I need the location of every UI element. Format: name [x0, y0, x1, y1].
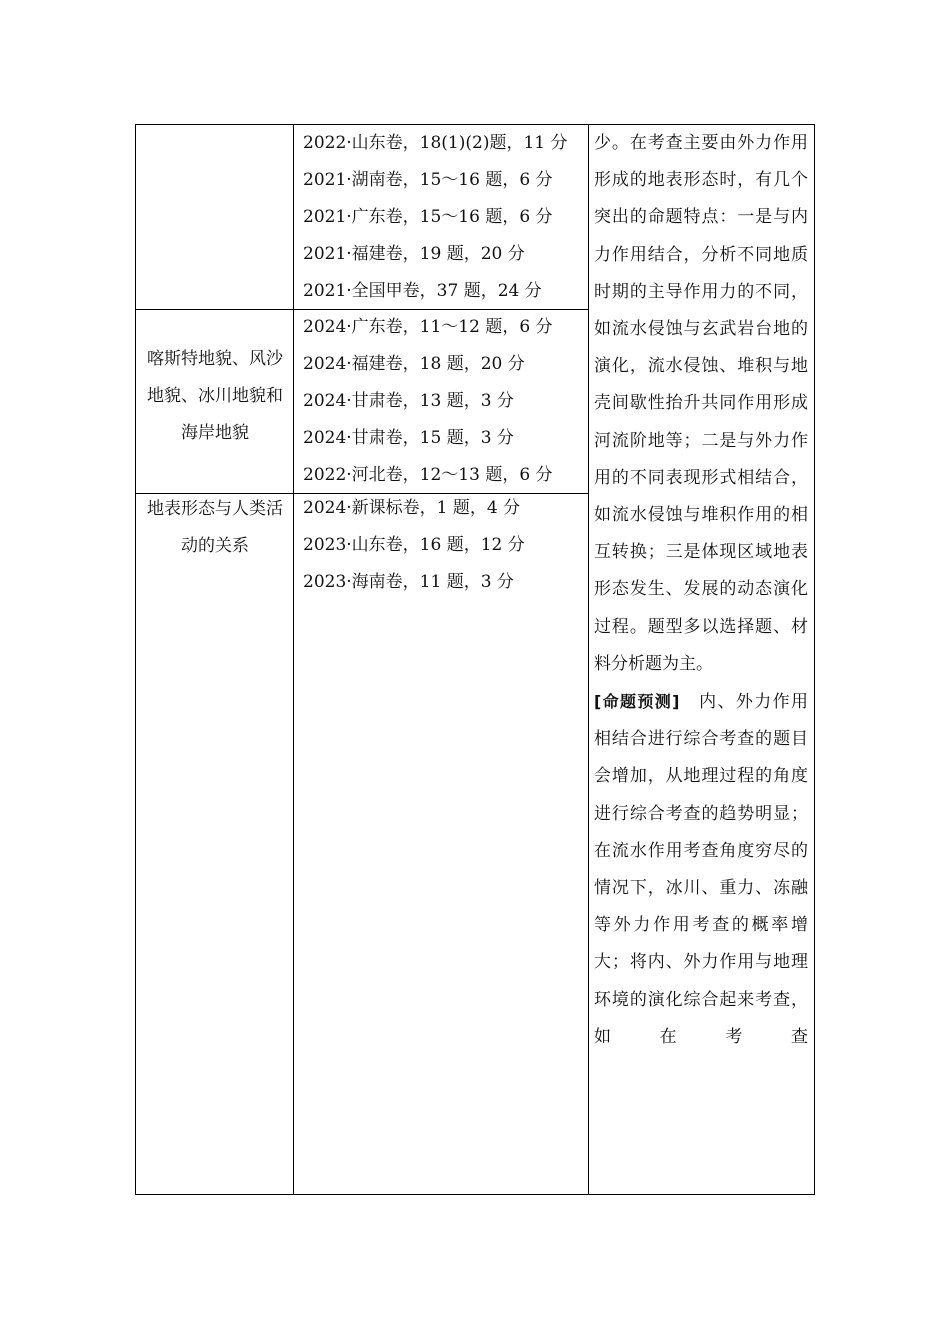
exam-item: 2022·河北卷，12～13 题，6 分 [303, 465, 553, 485]
exam-item: 2024·甘肃卷，13 题，3 分 [303, 391, 514, 411]
exam-item: 2023·山东卷，16 题，12 分 [303, 535, 525, 555]
exam-analysis-table [135, 124, 815, 1195]
exam-item: 2024·新课标卷，1 题，4 分 [303, 498, 521, 518]
exam-list [295, 309, 587, 494]
prediction-paragraph [594, 683, 808, 1056]
exam-item: 2022·山东卷，18(1)(2)题，11 分 [303, 133, 568, 153]
column-divider-2 [588, 125, 589, 1194]
analysis-paragraph: 少。在考查主要由外力作用形成的地表形态时，有几个突出的命题特点：一是与内力作用结合，分析不同地质时期的主导作用力的不同，如流水侵蚀与玄武岩台地的演化，流水侵蚀、堆积与地壳间歇性抬升共同作用形成河流阶地等；二是与外力作用的不同表现形式相结合，如流水侵蚀与堆积作用的相互转换；三是体现区域地表形态发生、发展的动态演化过程。题型多以选择题、材料分析题为主。 [594, 133, 808, 674]
exam-item: 2023·海南卷，11 题，3 分 [303, 572, 514, 592]
exam-item: 2021·全国甲卷，37 题，24 分 [303, 281, 542, 301]
topic-cell: 地表形态与人类活动的关系 [147, 499, 283, 556]
prediction-text: 内、外力作用相结合进行综合考查的题目会增加，从地理过程的角度进行综合考查的趋势明显；在流水作用考查角度穷尽的情况下，冰川、重力、冻融等外力作用考查的概率增大；将内、外力作用与地理环境的演化综合起来考查，如在考查 [594, 692, 808, 1047]
exam-item: 2024·广东卷，11～12 题，6 分 [303, 317, 553, 337]
analysis-column [594, 125, 808, 1056]
exam-item: 2021·福建卷，19 题，20 分 [303, 244, 525, 264]
exam-item: 2024·福建卷，18 题，20 分 [303, 354, 525, 374]
prediction-label: [命题预测] [594, 692, 680, 712]
exam-list [295, 125, 587, 310]
topic-cell [136, 125, 294, 309]
topic-cell: 喀斯特地貌、风沙地貌、冰川地貌和海岸地貌 [147, 349, 283, 443]
exam-item: 2024·甘肃卷，15 题，3 分 [303, 428, 514, 448]
exam-item: 2021·湖南卷，15～16 题，6 分 [303, 170, 553, 190]
exam-list [295, 490, 587, 601]
exam-item: 2021·广东卷，15～16 题，6 分 [303, 207, 553, 227]
